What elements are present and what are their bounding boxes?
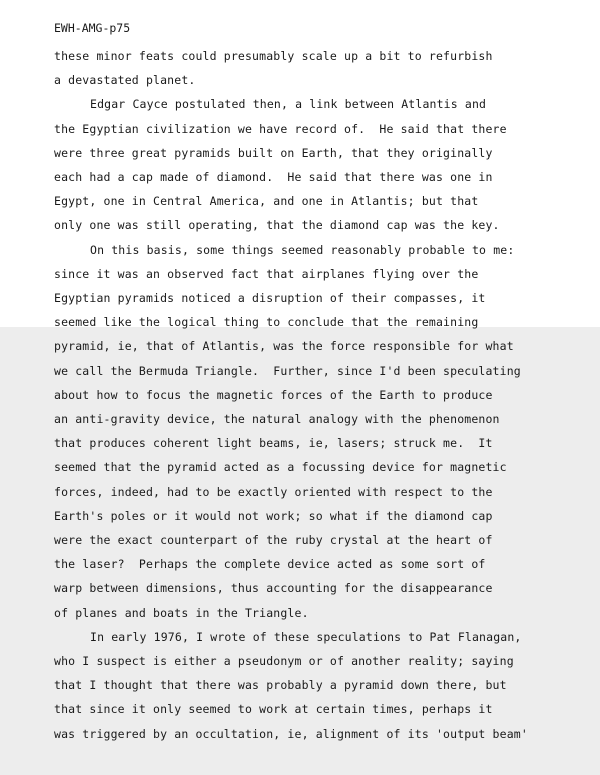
text-line: was triggered by an occultation, ie, alignment of its 'output beam' (54, 726, 528, 741)
text-line: Egypt, one in Central America, and one in Atlantis; but that (54, 194, 479, 209)
text-line: the Egyptian civilization we have record of. He said that there (54, 121, 507, 136)
page-header: EWH-AMG-p75 (54, 21, 131, 35)
text-line: seemed like the logical thing to conclude that the remaining (54, 315, 479, 330)
text-line: since it was an observed fact that airplanes flying over the (54, 266, 479, 281)
text-line: the laser? Perhaps the complete device acted as some sort of (54, 557, 486, 572)
text-line: pyramid, ie, that of Atlantis, was the force responsible for what (54, 339, 514, 354)
text-line: these minor feats could presumably scale up a bit to refurbish (54, 49, 493, 63)
text-line: only one was still operating, that the diamond cap was the key. (54, 218, 500, 233)
text-line: who I suspect is either a pseudonym or of another reality; saying (54, 654, 514, 668)
text-line: were the exact counterpart of the ruby crystal at the heart of (54, 533, 493, 547)
text-line: we call the Bermuda Triangle. Further, since I'd been speculating (54, 363, 521, 378)
text-line: that produces coherent light beams, ie, lasers; struck me. It (54, 436, 493, 451)
text-line: were three great pyramids built on Earth, that they originally (54, 145, 493, 160)
text-line: Egyptian pyramids noticed a disruption of their compasses, it (54, 291, 486, 305)
text-line: that I thought that there was probably a pyramid down there, but (54, 678, 507, 693)
text-line: about how to focus the magnetic forces of the Earth to produce (54, 387, 493, 402)
text-line: seemed that the pyramid acted as a focussing device for magnetic (54, 460, 507, 475)
text-line: that since it only seemed to work at certain times, perhaps it (54, 702, 493, 717)
text-line: warp between dimensions, thus accounting for the disappearance (54, 581, 493, 596)
text-line: In early 1976, I wrote of these speculations to Pat Flanagan, (90, 629, 522, 644)
text-line: On this basis, some things seemed reasonably probable to me: (90, 242, 515, 257)
text-line: an anti-gravity device, the natural analogy with the phenomenon (54, 412, 500, 426)
text-line: of planes and boats in the Triangle. (54, 605, 309, 620)
text-line: each had a cap made of diamond. He said that there was one in (54, 170, 493, 184)
text-line: Earth's poles or it would not work; so what if the diamond cap (54, 508, 493, 523)
text-line: forces, indeed, had to be exactly oriented with respect to the (54, 484, 493, 499)
text-line: Edgar Cayce postulated then, a link between Atlantis and (90, 97, 487, 112)
text-line: a devastated planet. (54, 73, 196, 88)
